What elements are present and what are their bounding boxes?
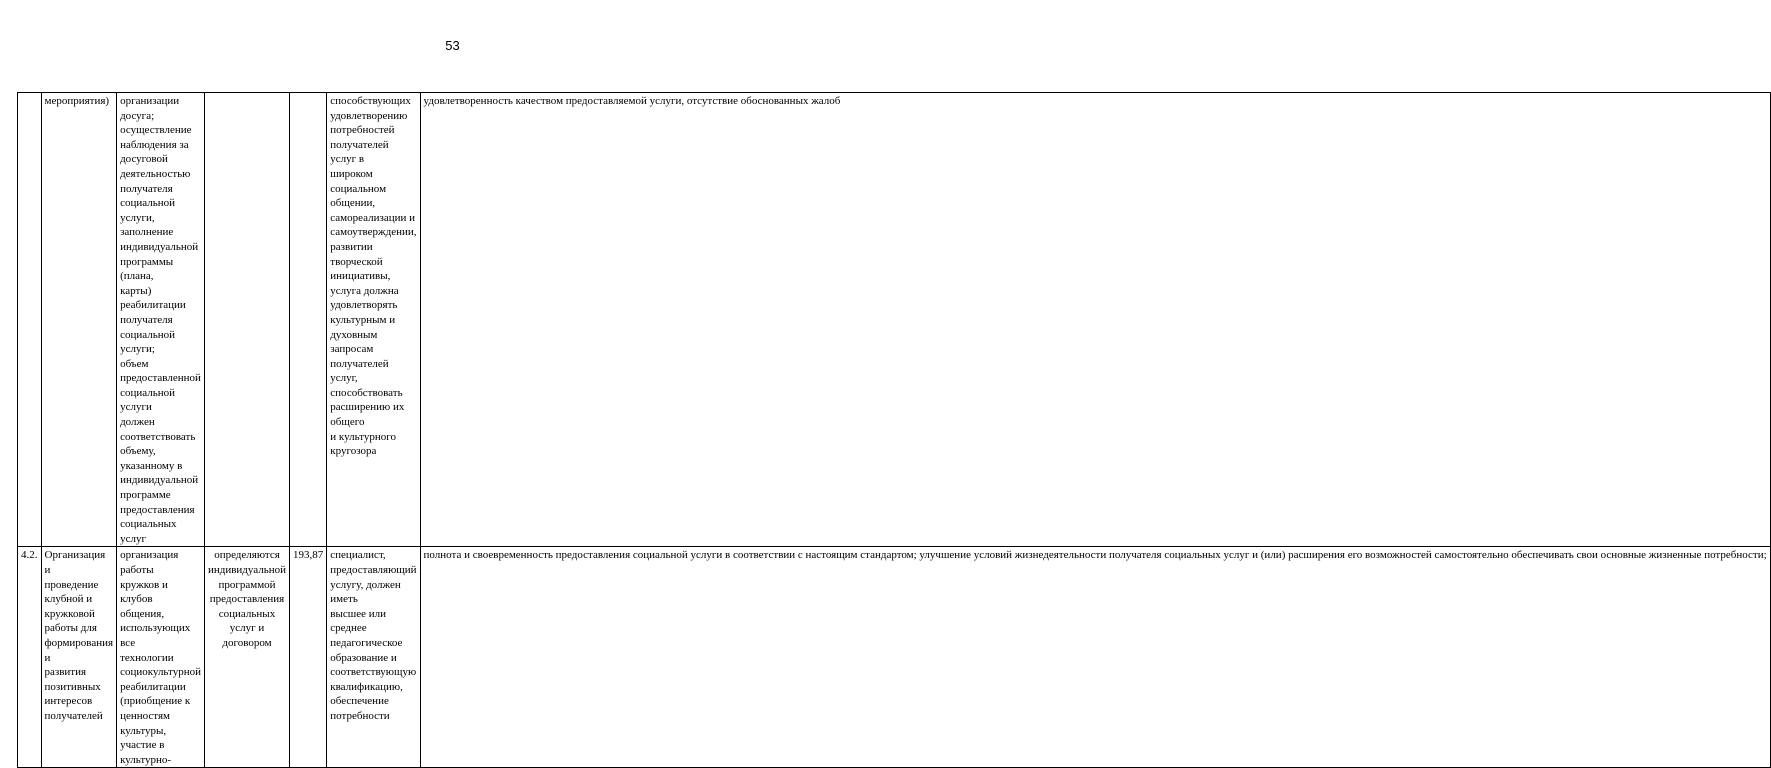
table-row [18, 93, 1771, 547]
conditions-cell: способствующих удовлетворению потребностей получателей услуг в широком социальном общении, самореализации и самоутверждении, развитии творческой инициативы, услуга должна удовлетворять культурным и духовным запросам получателей услуг, способствовать расширению их общего и культурного кругозора [327, 93, 420, 547]
tariff-cell: 193,87 [290, 547, 327, 768]
service-terms-cell: определяются индивидуальной программой предоставления социальных услуг и договором [204, 547, 289, 768]
service-name-cell: Организация и проведение клубной и кружковой работы для формирования и развития позитивных интересов получателей [41, 547, 117, 768]
services-standard-table [17, 92, 1771, 768]
row-number-cell: 4.2. [18, 547, 42, 768]
service-terms-cell [204, 93, 289, 547]
conditions-cell: специалист, предоставляющий услугу, должен иметь высшее или среднее педагогическое образование и соответствующую квалификацию, обеспечение потребности [327, 547, 420, 768]
tariff-cell [290, 93, 327, 547]
evaluation-cell: полнота и своевременность предоставления социальной услуги в соответствии с настоящим стандартом; улучшение условий жизнедеятельности получателя социальных услуг и (или) расширения его возможностей самостоятельно обеспечивать свои основные жизненные потребности; [420, 547, 1770, 768]
row-number-cell [18, 93, 42, 547]
service-name-cell: мероприятия) [41, 93, 117, 547]
service-content-cell: организация работы кружков и клубов общения, использующих все технологии социокультурной реабилитации (приобщение к ценностям культуры, участие в культурно- [117, 547, 205, 768]
evaluation-cell: удовлетворенность качеством предоставляемой услуги, отсутствие обоснованных жалоб [420, 93, 1770, 547]
table-row [18, 547, 1771, 768]
page-number: 53 [445, 38, 460, 53]
service-content-cell: организации досуга; осуществление наблюдения за досуговой деятельностью получателя социальной услуги, заполнение индивидуальной программы (плана, карты) реабилитации получателя социальной услуги; объем предоставленной социальной услуги должен соответствовать объему, указанному в индивидуальной программе предоставления социальных услуг [117, 93, 205, 547]
